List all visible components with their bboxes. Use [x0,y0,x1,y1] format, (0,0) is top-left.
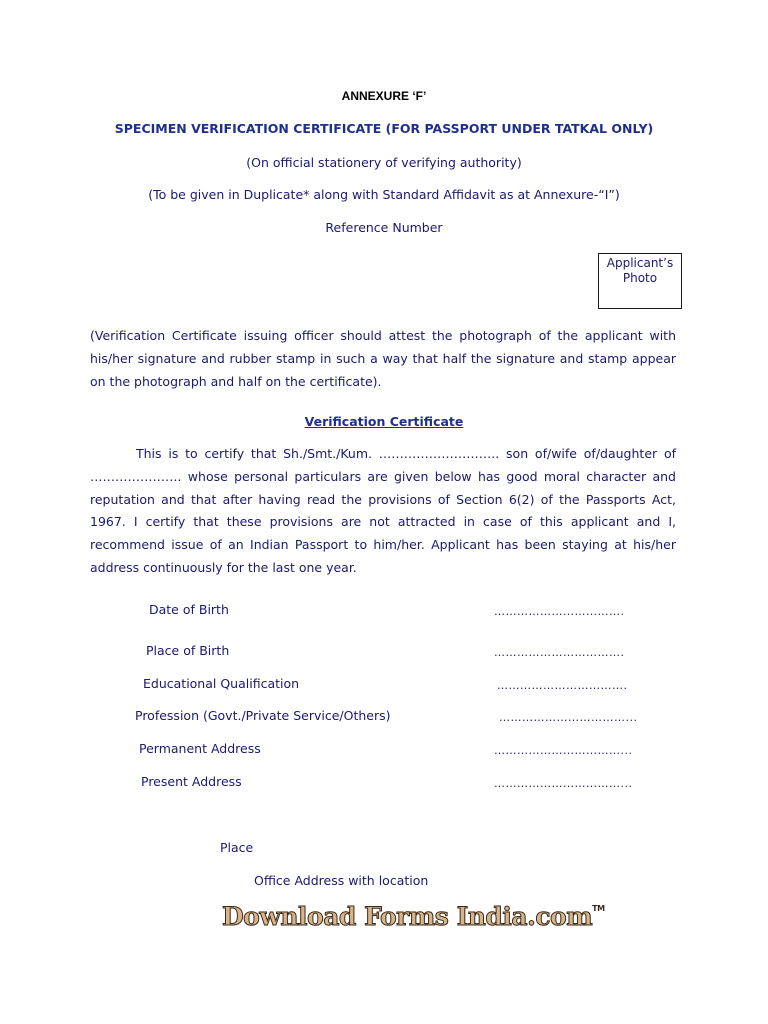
field-dots-educational-qualification: ……………………………. [497,679,628,692]
certificate-body-text: This is to certify that Sh./Smt./Kum. ……………………….. son of/wife of/daughter of …………………. whose personal particulars are given below has good moral character and reputation and that after having read the provisions of Section 6(2) of the Passports Act, 1967. I certify that these provisions are not attracted in case of this applicant and I, recommend issue of an Indian Passport to him/her. Applicant has been staying at his/her address continuously for the last one year. [90,446,676,575]
field-label-educational-qualification: Educational Qualification [143,676,300,691]
trademark-mark: TM [592,904,605,913]
duplicate-note: (To be given in Duplicate* along with Standard Affidavit as at Annexure-“I”) [148,187,620,202]
field-label-present-address: Present Address [141,774,242,789]
field-label-profession: Profession (Govt./Private Service/Others) [135,708,391,723]
field-dots-present-address: ……………………………... [494,777,633,790]
watermark-text: Download Forms India.com [222,902,593,931]
field-label-permanent-address: Permanent Address [139,741,261,756]
field-dots-permanent-address: ……………………………... [494,744,633,757]
attestation-instruction: (Verification Certificate issuing officer should attest the photograph of the applicant with his/her signature and rubber stamp in such a way that half the signature and stamp appear on the photograph and half on the certificate). [90,328,676,389]
reference-number-label: Reference Number [325,220,443,235]
field-dots-date-of-birth: ……………………………. [494,605,625,618]
annexure-label: ANNEXURE ‘F’ [341,89,427,103]
field-dots-place-of-birth: ……………………………. [494,646,625,659]
verification-certificate-heading: Verification Certificate [304,414,464,429]
photo-box-line2: Photo [622,271,658,285]
download-forms-india-watermark-logo [222,902,605,931]
office-address-label: Office Address with location [254,873,429,888]
field-label-date-of-birth: Date of Birth [149,602,229,617]
place-label: Place [220,840,254,855]
certificate-body [90,443,676,580]
photo-box-line1: Applicant’s [606,256,674,270]
field-label-place-of-birth: Place of Birth [146,643,230,658]
applicant-photo-box [598,253,682,309]
stationery-note: (On official stationery of verifying authority) [246,155,522,170]
document-title: SPECIMEN VERIFICATION CERTIFICATE (FOR PASSPORT UNDER TATKAL ONLY) [114,121,654,136]
field-dots-profession: ……………………………... [499,711,638,724]
